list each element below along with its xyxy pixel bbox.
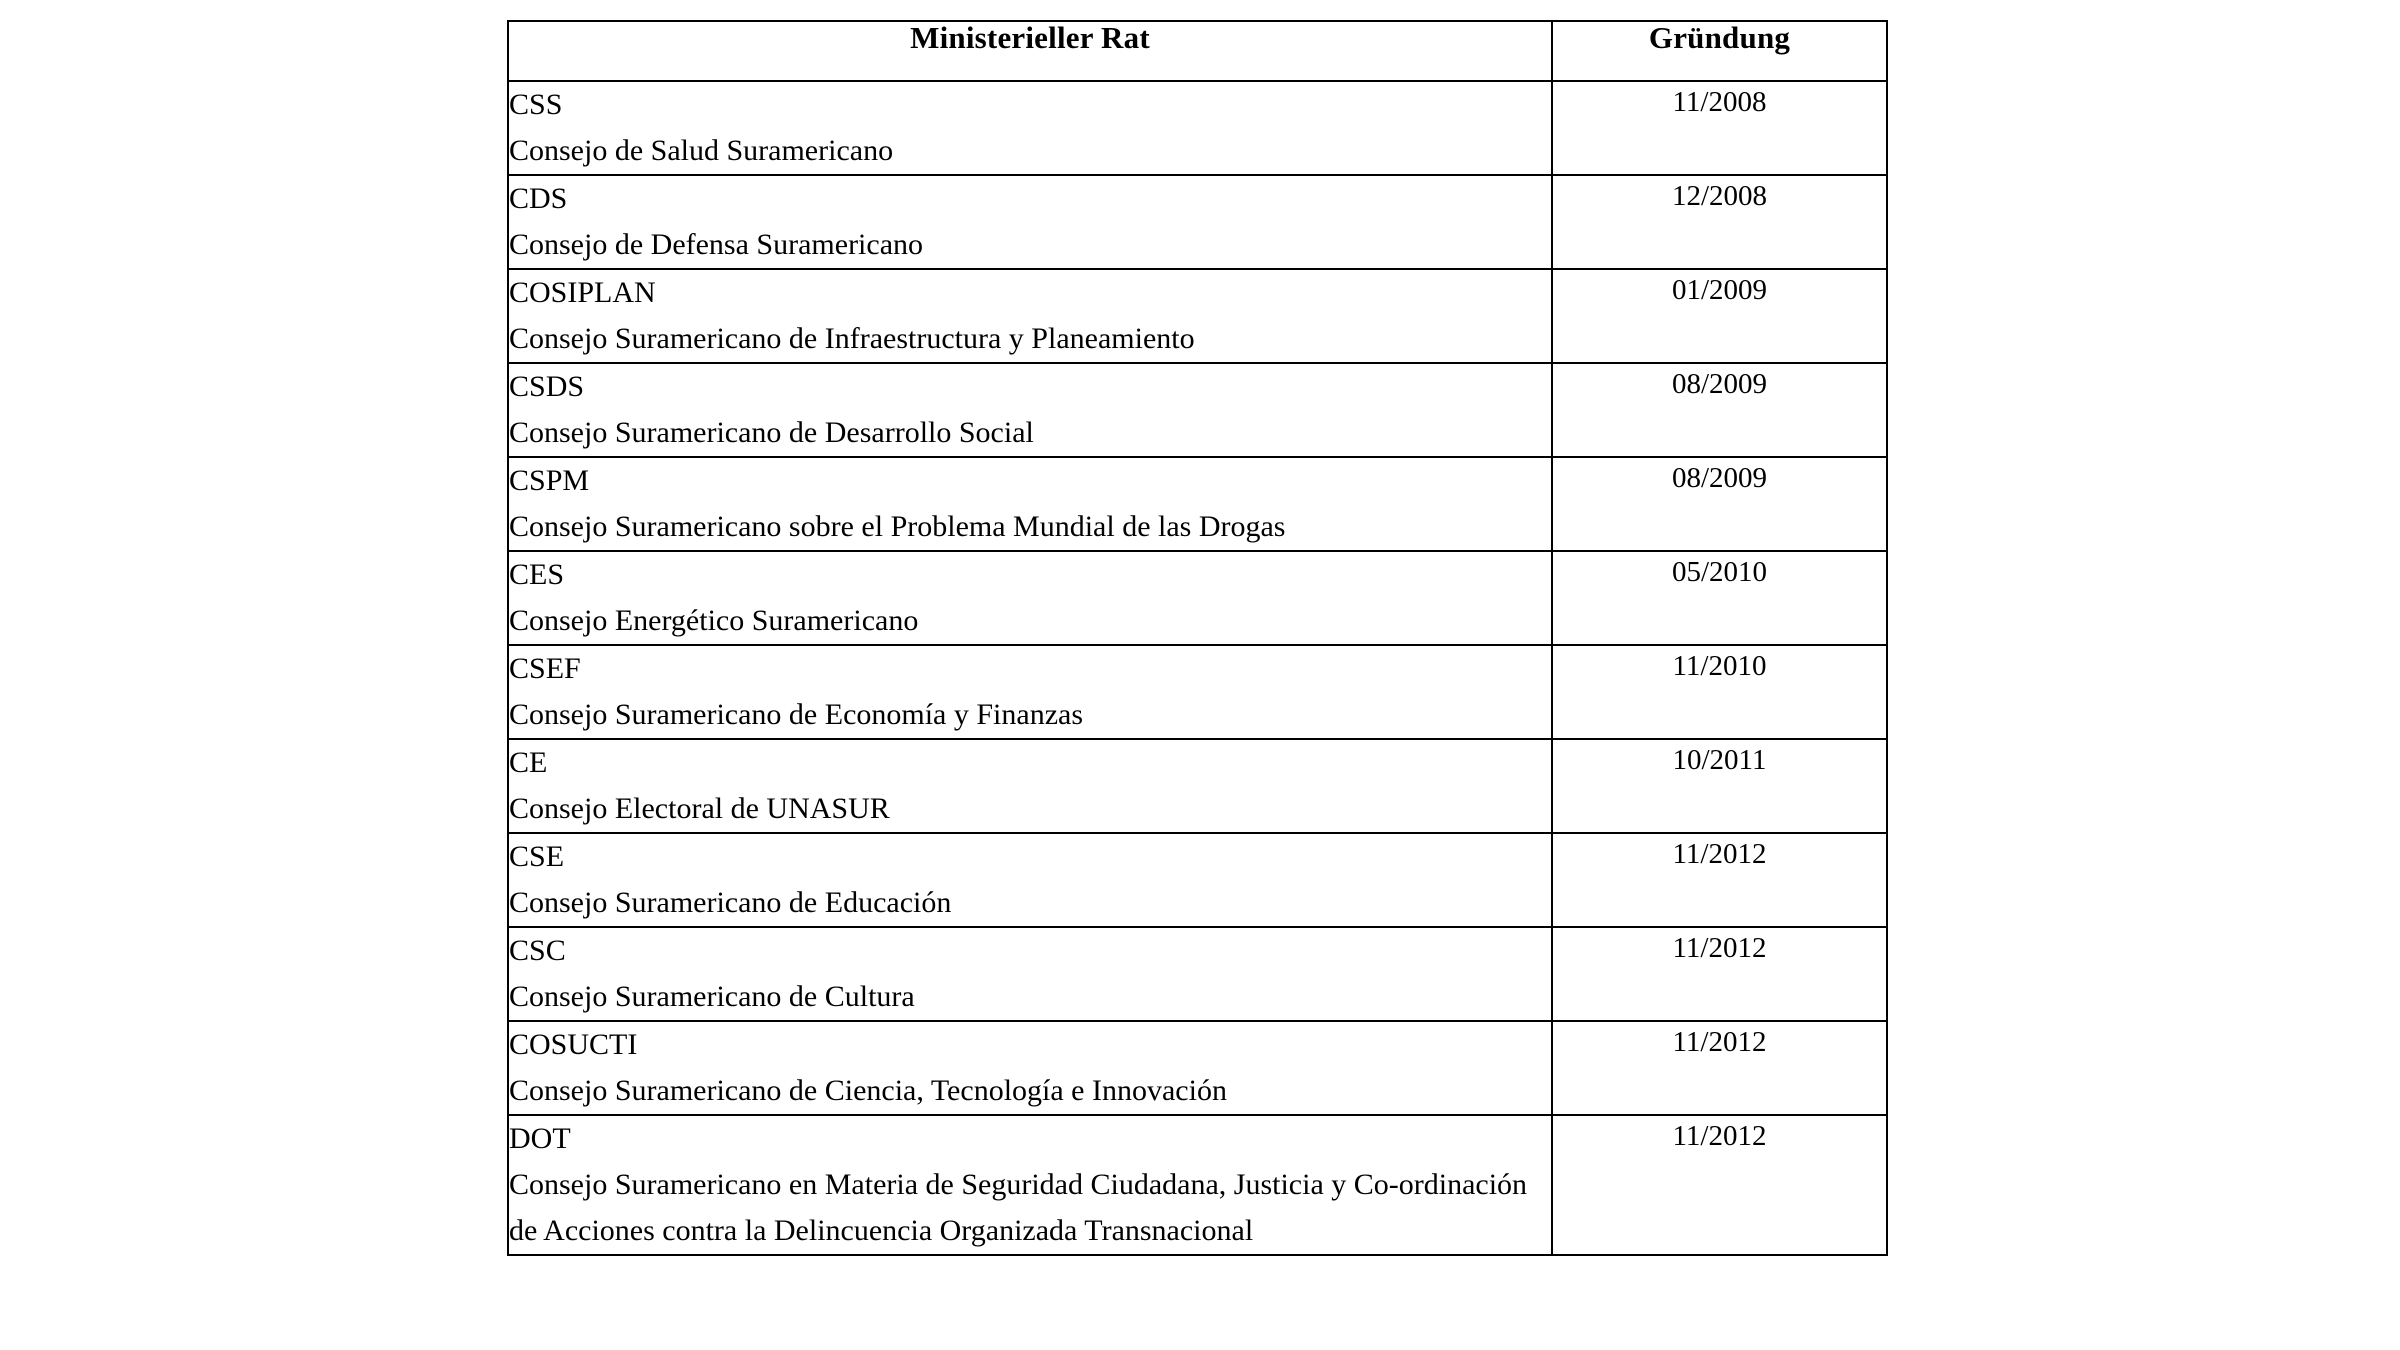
- council-abbreviation: DOT: [509, 1122, 571, 1155]
- council-founding-date: 11/2012: [1552, 833, 1887, 927]
- council-name-cell: [508, 457, 1552, 551]
- council-founding-date: 08/2009: [1552, 457, 1887, 551]
- council-abbreviation: COSIPLAN: [509, 276, 656, 309]
- council-abbreviation: CES: [509, 558, 565, 591]
- council-name-cell: [508, 81, 1552, 175]
- council-name-cell: [508, 269, 1552, 363]
- councils-table-container: [507, 20, 1886, 1256]
- council-abbreviation: CDS: [509, 182, 568, 215]
- council-full-name: Consejo Suramericano de Cultura: [509, 980, 915, 1013]
- council-name-cell: [508, 1021, 1552, 1115]
- table-row: [508, 363, 1887, 457]
- council-full-name: Consejo Suramericano de Educación: [509, 886, 952, 919]
- council-founding-date: 11/2012: [1552, 927, 1887, 1021]
- table-row: [508, 739, 1887, 833]
- council-founding-date: 11/2010: [1552, 645, 1887, 739]
- council-founding-date: 08/2009: [1552, 363, 1887, 457]
- council-founding-date: 01/2009: [1552, 269, 1887, 363]
- council-full-name: Consejo de Salud Suramericano: [509, 134, 894, 167]
- table-body: [508, 81, 1887, 1255]
- table-header: [508, 21, 1887, 81]
- council-full-name: Consejo Electoral de UNASUR: [509, 792, 890, 825]
- council-name-cell: [508, 175, 1552, 269]
- council-full-name: Consejo Suramericano de Desarrollo Social: [509, 416, 1034, 449]
- council-abbreviation: CSPM: [509, 464, 590, 497]
- council-name-cell: [508, 739, 1552, 833]
- column-header-founding-date: Gründung: [1552, 21, 1887, 81]
- council-name-cell: [508, 645, 1552, 739]
- council-full-name: Consejo Suramericano de Ciencia, Tecnología e Innovación: [509, 1074, 1227, 1107]
- council-abbreviation: COSUCTI: [509, 1028, 638, 1061]
- council-abbreviation: CSS: [509, 88, 563, 121]
- council-name-cell: [508, 551, 1552, 645]
- council-founding-date: 10/2011: [1552, 739, 1887, 833]
- council-founding-date: 11/2012: [1552, 1021, 1887, 1115]
- table-row: [508, 269, 1887, 363]
- table-row: [508, 81, 1887, 175]
- council-full-name: Consejo de Defensa Suramericano: [509, 228, 924, 261]
- council-full-name: Consejo Energético Suramericano: [509, 604, 919, 637]
- table-row: [508, 457, 1887, 551]
- table-header-row: [508, 21, 1887, 81]
- council-abbreviation: CSDS: [509, 370, 585, 403]
- council-full-name: Consejo Suramericano de Economía y Finanzas: [509, 698, 1084, 731]
- table-row: [508, 1021, 1887, 1115]
- councils-table: [507, 20, 1888, 1256]
- table-row: [508, 1115, 1887, 1255]
- council-abbreviation: CSEF: [509, 652, 581, 685]
- council-full-name: Consejo Suramericano sobre el Problema Mundial de las Drogas: [509, 510, 1286, 543]
- council-name-cell: [508, 833, 1552, 927]
- council-full-name: Consejo Suramericano de Infraestructura y Planeamiento: [509, 322, 1195, 355]
- table-row: [508, 175, 1887, 269]
- council-founding-date: 05/2010: [1552, 551, 1887, 645]
- council-founding-date: 11/2008: [1552, 81, 1887, 175]
- council-abbreviation: CE: [509, 746, 548, 779]
- council-founding-date: 12/2008: [1552, 175, 1887, 269]
- table-row: [508, 551, 1887, 645]
- table-row: [508, 833, 1887, 927]
- council-abbreviation: CSC: [509, 934, 566, 967]
- council-name-cell: [508, 927, 1552, 1021]
- column-header-council-name: Ministerieller Rat: [508, 21, 1552, 81]
- council-founding-date: 11/2012: [1552, 1115, 1887, 1255]
- council-name-cell: [508, 363, 1552, 457]
- council-abbreviation: CSE: [509, 840, 565, 873]
- table-row: [508, 645, 1887, 739]
- council-name-cell: [508, 1115, 1552, 1255]
- table-row: [508, 927, 1887, 1021]
- council-full-name: Consejo Suramericano en Materia de Seguridad Ciudadana, Justicia y Co-ordinación de Acciones contra la Delincuencia Organizada Transnacional: [509, 1168, 1528, 1247]
